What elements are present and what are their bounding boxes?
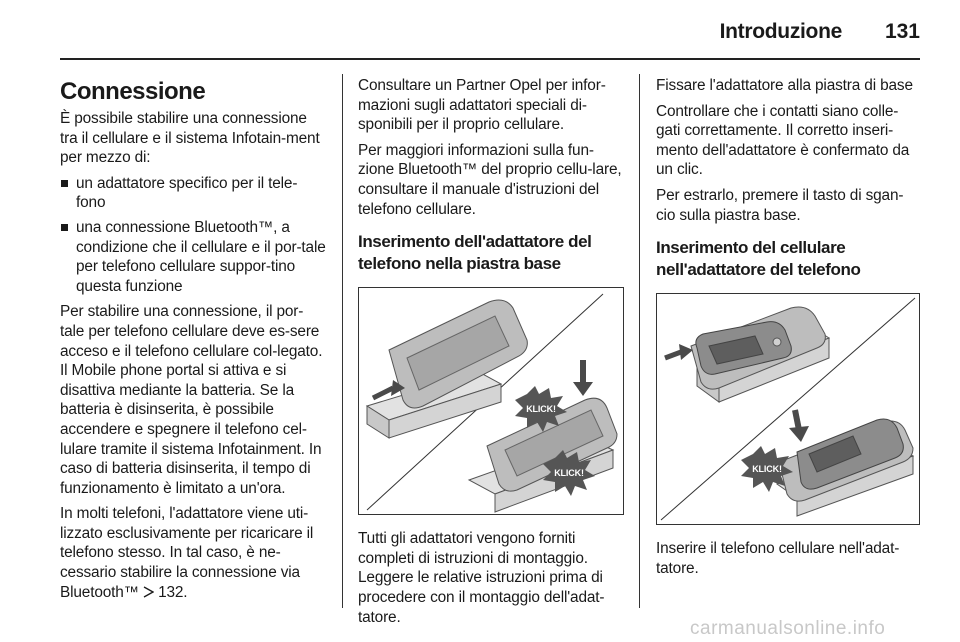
column-divider-2 [639,74,640,608]
column-divider-1 [342,74,343,608]
adapter-baseplate-drawing [359,288,623,514]
section-title: Introduzione [719,20,842,43]
klick-label: KLICK! [526,404,556,415]
column-1 [60,78,326,609]
section-heading: Connessione [60,78,206,105]
body-paragraph: Per stabilire una connessione, il por-tale per telefono cellulare deve es-sere acceso e il telefono cellulare col-legato. Il Mobile phone portal si attiva e si disattiva mediante la batteria. Se la batteria è disinserita, è possibile accendere e spegnere il telefono cel-lulare tramite il sistema Infotainment. In caso di batteria disinserita, il tempo di funzionamento è limitato a un'ora. [60,303,323,497]
phone-adapter-illustration [656,293,920,525]
body-paragraph: Controllare che i contatti siano colle-gati correttamente. Il corretto inseri-mento dell'adattatore è confermato da un clic. [656,102,910,179]
column-3 [656,76,922,584]
body-paragraph: Per maggiori informazioni sulla fun-zione Bluetooth™ del proprio cellu-lare, consultare il manuale d'istruzioni del telefono cellulare. [358,141,622,218]
phone-adapter-drawing [657,294,919,524]
body-paragraph: Consultare un Partner Opel per infor-mazioni sugli adattatori speciali di-sponibili per il proprio cellulare. [358,77,606,134]
list-item: un adattatore specifico per il tele-fono [60,174,326,213]
adapter-baseplate-illustration [358,287,624,515]
body-paragraph: Per estrarlo, premere il tasto di sgan-cio sulla piastra base. [656,186,904,224]
body-paragraph: Tutti gli adattatori vengono forniti completi di istruzioni di montaggio. Leggere le relative istruzioni prima di procedere con il montaggio dell'adat-tatore. [358,530,605,626]
body-text: In molti telefoni, l'adattatore viene uti-lizzato esclusivamente per ricaricare il telefono stesso. In tal caso, è ne-cessario stabilire la connessione via Bluetooth™ [60,505,314,601]
connection-options-list [60,174,326,297]
klick-label: KLICK! [752,464,782,475]
page-ref-icon[interactable] [143,584,154,604]
klick-label: KLICK! [554,468,584,479]
page-number: 131 [884,20,920,43]
subsection-heading: Inserimento del cellulare nell'adattatore del telefono [656,238,861,280]
list-item: una connessione Bluetooth™, a condizione che il cellulare e il por-tale per telefono cellulare suppor-tino questa funzione [60,218,326,296]
page-header [0,0,960,60]
header-rule [60,58,920,60]
body-paragraph: Fissare l'adattatore alla piastra di base [656,77,913,94]
subsection-heading: Inserimento dell'adattatore del telefono nella piastra base [358,232,592,274]
intro-paragraph: È possibile stabilire una connessione tra il cellulare e il sistema Infotain-ment per mezzo di: [60,110,320,167]
body-paragraph [60,504,326,603]
page-ref-number[interactable]: 132. [158,583,188,601]
body-paragraph: Inserire il telefono cellulare nell'adat-tatore. [656,540,900,577]
column-2 [358,76,624,633]
watermark: carmanualsonline.info [690,618,886,639]
